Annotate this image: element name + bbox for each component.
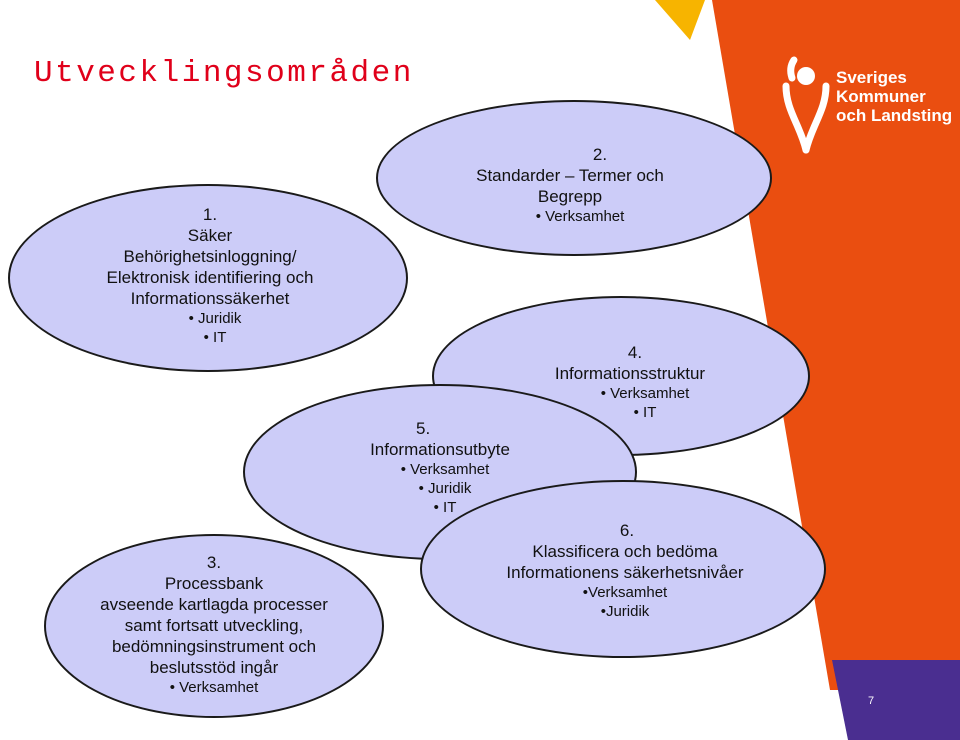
area-1-line: Informationssäkerhet xyxy=(130,289,290,308)
area-3-line: avseende kartlagda processer xyxy=(100,595,328,614)
logo-line: Kommuner xyxy=(836,87,926,106)
area-5-line: Informationsutbyte xyxy=(370,440,510,459)
area-2-bullet: • Verksamhet xyxy=(535,208,625,225)
area-6-bullet: •Juridik xyxy=(600,603,650,620)
area-2-line: Begrepp xyxy=(537,187,603,206)
area-1-line: Elektronisk identifiering och xyxy=(106,268,314,287)
area-5-bullet: • Juridik xyxy=(418,480,472,497)
area-4-bullet: • Verksamhet xyxy=(600,385,690,402)
area-5-bullet: • IT xyxy=(433,499,457,516)
area-4-bullet: • IT xyxy=(633,404,657,421)
logo-text xyxy=(836,68,952,125)
area-1-bullet: • IT xyxy=(203,329,227,346)
page-number: 7 xyxy=(868,695,875,707)
area-3-bullet: • Verksamhet xyxy=(169,679,259,696)
yellow-stripe xyxy=(655,0,705,40)
area-6-line: Klassificera och bedöma xyxy=(532,542,718,561)
area-3-line: beslutsstöd ingår xyxy=(149,658,279,677)
area-1-line: Behörighetsinloggning/ xyxy=(123,247,297,266)
area-5-line: 5. xyxy=(416,419,431,438)
area-1-text xyxy=(60,204,360,347)
area-3-line: Processbank xyxy=(164,574,264,593)
area-2-line: 2. xyxy=(592,145,608,164)
area-5-text xyxy=(340,418,540,517)
area-1-line: 1. xyxy=(202,205,218,224)
area-4-line: Informationsstruktur xyxy=(554,364,706,383)
area-4-line: 4. xyxy=(627,343,643,362)
logo-line: och Landsting xyxy=(836,106,953,125)
area-6-text xyxy=(460,520,790,621)
area-3-text xyxy=(54,552,374,697)
area-4-text xyxy=(490,342,770,422)
logo-line: Sveriges xyxy=(836,68,907,87)
area-1-line: Säker xyxy=(187,226,233,245)
slide-title: Utvecklingsområden xyxy=(34,56,414,91)
area-6-bullet: •Verksamhet xyxy=(582,584,668,601)
area-3-line: bedömningsinstrument och xyxy=(111,637,317,656)
area-6-line: 6. xyxy=(619,521,635,540)
area-1-bullet: • Juridik xyxy=(188,310,242,327)
area-6-line: Informationens säkerhetsnivåer xyxy=(506,563,744,582)
area-2-line: Standarder – Termer och xyxy=(476,166,664,185)
area-3-line: samt fortsatt utveckling, xyxy=(124,616,304,635)
purple-corner xyxy=(832,660,960,740)
area-5-bullet: • Verksamhet xyxy=(400,461,490,478)
area-2-text xyxy=(420,144,720,226)
area-3-line: 3. xyxy=(206,553,222,572)
